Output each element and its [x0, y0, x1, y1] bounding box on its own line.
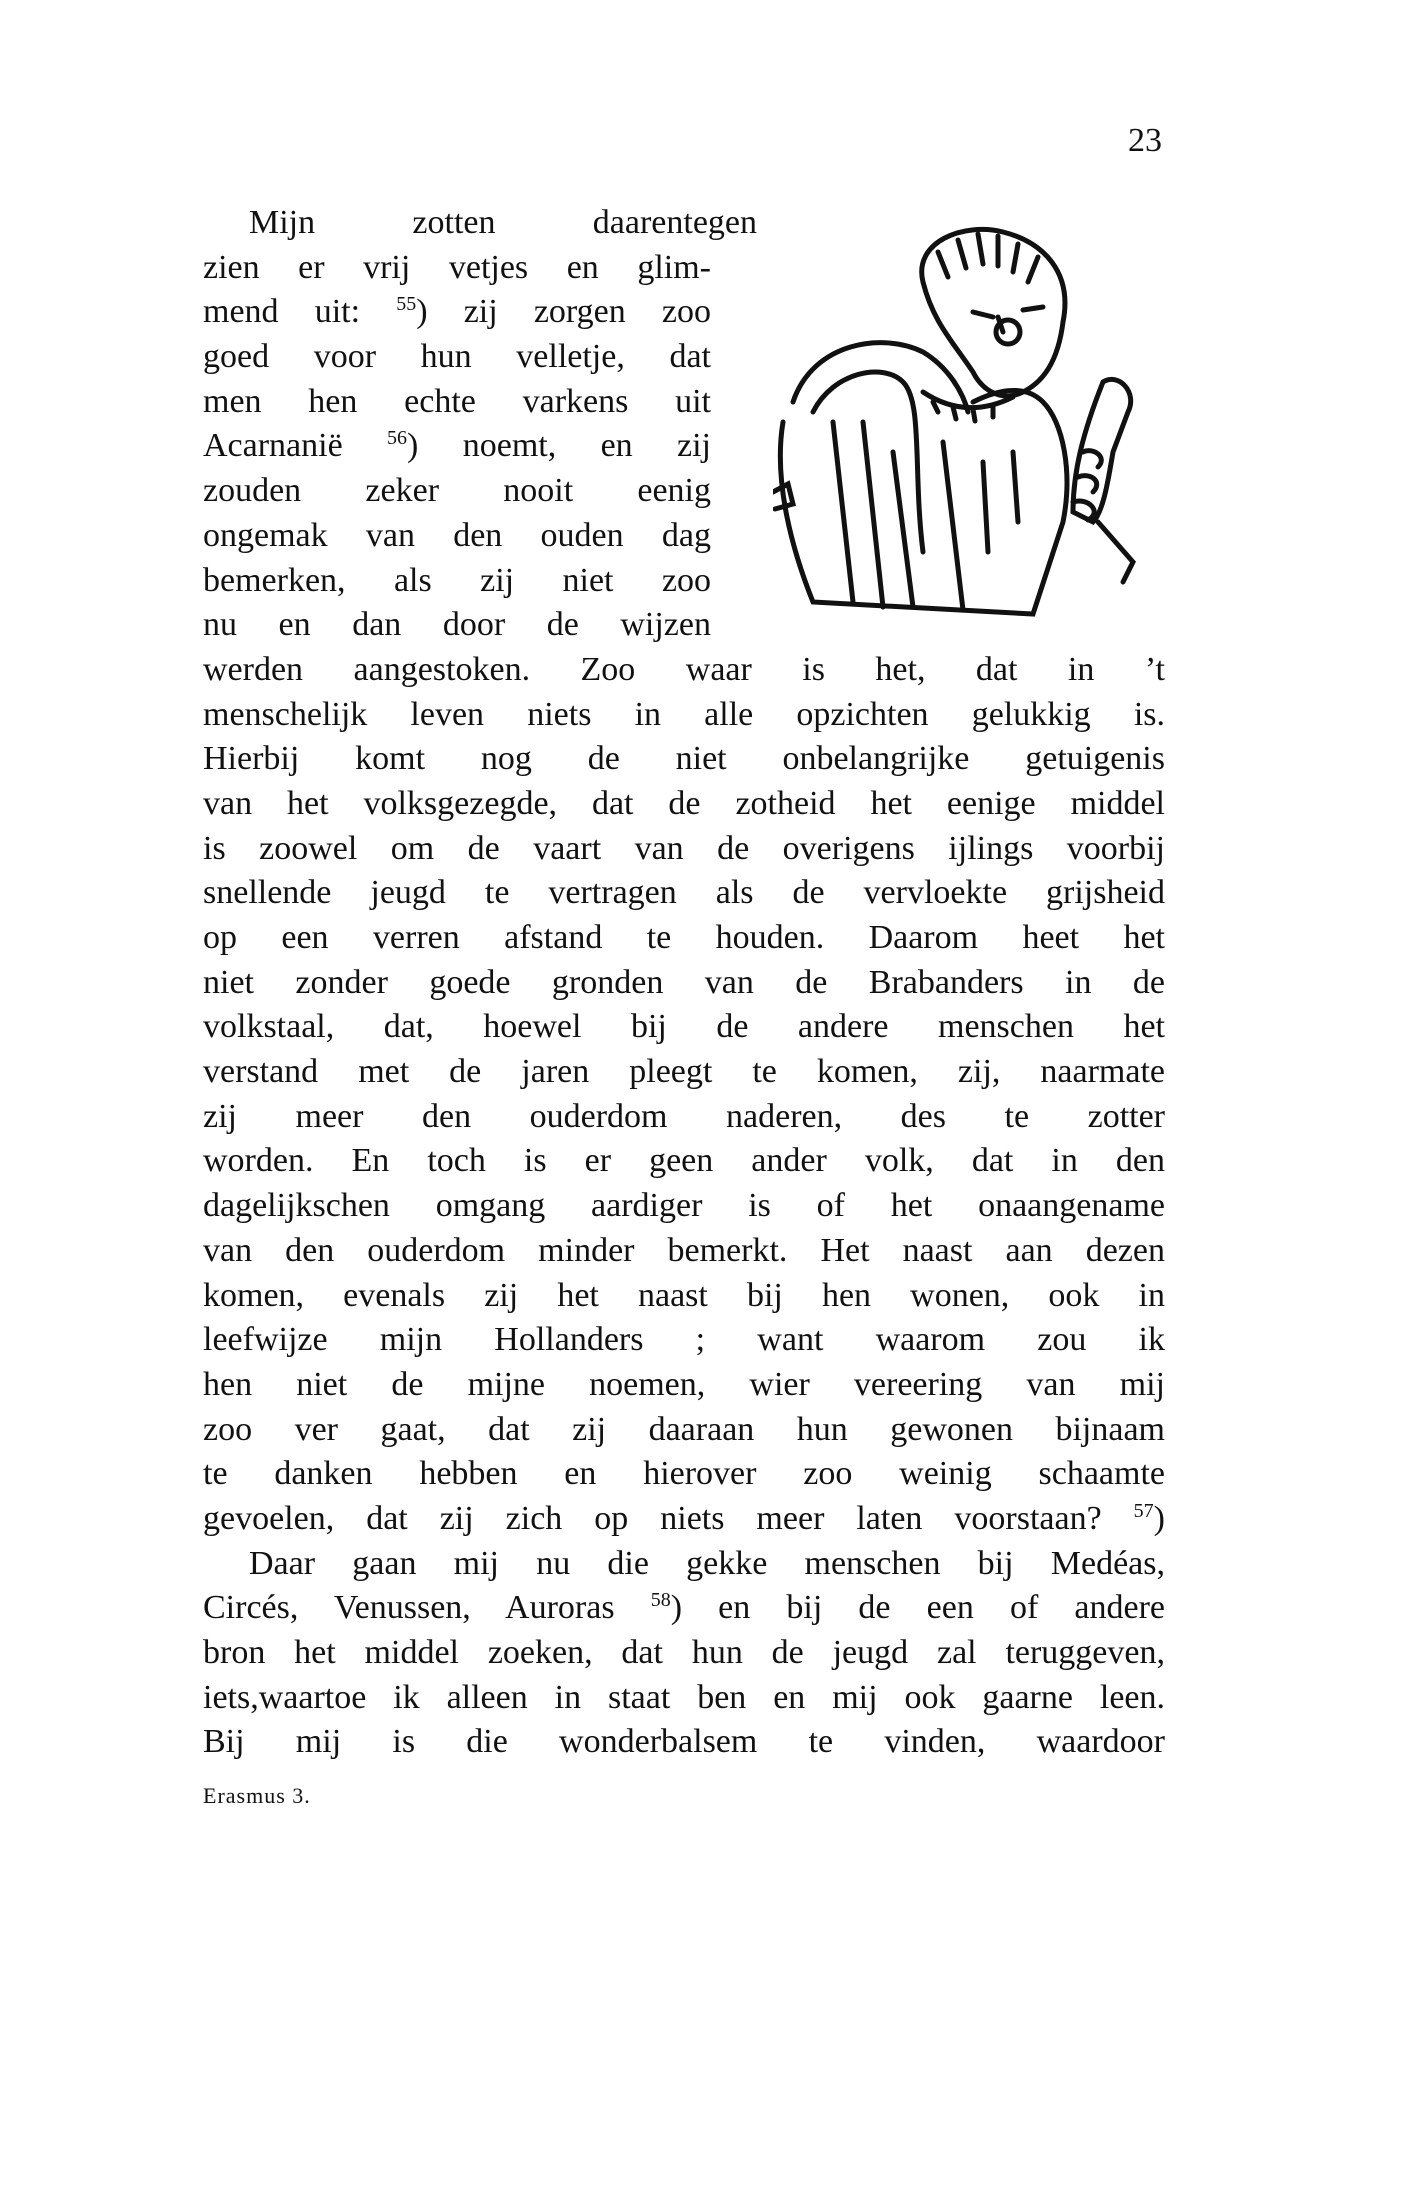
text-segment: ) en bij de een of andere: [670, 1589, 1165, 1627]
text-segment: men hen echte varkens uit: [203, 382, 711, 420]
text-segment: van den ouderdom minder bemerkt. Het naast aan dezen: [203, 1231, 1165, 1269]
text-line: [203, 1184, 1165, 1229]
text-segment: ) zij zorgen zoo: [416, 293, 711, 331]
woodcut-illustration-fool: [773, 222, 1153, 622]
text-segment: menschelijk leven niets in alle opzichten gelukkig is.: [203, 695, 1165, 733]
text-line: [203, 514, 711, 559]
text-segment: leefwijze mijn Hollanders ; want waarom zou ik: [203, 1321, 1165, 1359]
text-line: [203, 380, 711, 425]
text-segment: bron het middel zoeken, dat hun de jeugd zal teruggeven,: [203, 1634, 1165, 1671]
text-line: [203, 1363, 1165, 1408]
text-line: [203, 782, 1165, 827]
text-line: [203, 916, 1165, 961]
text-segment: bemerken, als zij niet zoo: [203, 561, 711, 599]
text-line: [203, 871, 1165, 916]
text-line: [203, 201, 757, 246]
text-segment: goed voor hun velletje, dat: [203, 338, 711, 376]
text-line: [203, 559, 711, 604]
text-segment: iets,waartoe ik alleen in staat ben en mij ook gaarne leen.: [203, 1678, 1165, 1716]
text-line: [203, 1229, 1165, 1274]
text-segment: zoo ver gaat, dat zij daaraan hun gewonen bijnaam: [203, 1410, 1165, 1448]
text-line: [203, 290, 711, 335]
text-line: [203, 961, 1165, 1006]
text-line: [203, 827, 1165, 872]
footnote-marker: 57: [1133, 1499, 1154, 1522]
text-line: [203, 1497, 1165, 1542]
text-segment: werden aangestoken. Zoo waar is het, dat in ’t: [203, 650, 1165, 688]
text-line: [203, 1586, 1165, 1631]
text-segment: Daar gaan mij nu die gekke menschen bij Medéas,: [249, 1544, 1165, 1582]
text-line: [203, 1408, 1165, 1453]
text-line: [203, 1720, 1165, 1765]
text-segment: verstand met de jaren pleegt te komen, zij, naarmate: [203, 1053, 1165, 1091]
footnote-marker: 56: [387, 427, 408, 450]
text-segment: komen, evenals zij het naast bij hen wonen, ook in: [203, 1276, 1165, 1314]
text-line: [203, 603, 711, 648]
text-segment: worden. En toch is er geen ander volk, dat in den: [203, 1142, 1165, 1180]
text-line: [203, 1005, 1165, 1050]
text-segment: zij meer den ouderdom naderen, des te zotter: [203, 1097, 1165, 1135]
text-segment: nu en dan door de wijzen: [203, 606, 711, 644]
text-segment: hen niet de mijne noemen, wier vereering van mij: [203, 1365, 1165, 1403]
text-segment: volkstaal, dat, hoewel bij de andere menschen het: [203, 1008, 1165, 1046]
text-segment: Bij mij is die wonderbalsem te vinden, waardoor: [203, 1723, 1165, 1761]
text-line: [203, 1139, 1165, 1184]
page-number: 23: [1128, 122, 1162, 159]
text-segment: gevoelen, dat zij zich op niets meer laten voorstaan?: [203, 1499, 1134, 1537]
text-line: [203, 693, 1165, 738]
footer-signature: Erasmus 3.: [203, 1783, 311, 1808]
text-segment: zien er vrij vetjes en glim-: [203, 248, 711, 286]
text-line: [203, 1318, 1165, 1363]
text-segment: ongemak van den ouden dag: [203, 516, 711, 554]
text-line: [203, 424, 711, 469]
text-line: [203, 1050, 1165, 1095]
text-line: [203, 648, 1165, 693]
text-segment: Acarnanië: [203, 427, 388, 465]
text-segment: ) noemt, en zij: [407, 427, 711, 465]
text-line: [203, 1676, 1165, 1721]
text-segment: ): [1153, 1499, 1165, 1537]
text-line: [203, 1542, 1165, 1587]
text-line: [203, 335, 711, 380]
text-segment: Hierbij komt nog de niet onbelangrijke getuigenis: [203, 740, 1165, 778]
text-segment: Mijn zotten daarentegen: [249, 204, 757, 241]
text-line: [203, 1274, 1165, 1319]
text-line: [203, 1452, 1165, 1497]
text-segment: is zoowel om de vaart van de overigens ijlings voorbij: [203, 829, 1165, 867]
text-line: [203, 1631, 1165, 1676]
text-segment: op een verren afstand te houden. Daarom heet het: [203, 919, 1165, 956]
text-segment: van het volksgezegde, dat de zotheid het eenige middel: [203, 784, 1165, 822]
text-line: [203, 469, 711, 514]
text-line: [203, 737, 1165, 782]
text-segment: mend uit:: [203, 293, 397, 331]
footnote-marker: 58: [650, 1589, 671, 1612]
text-segment: dagelijkschen omgang aardiger is of het onaangename: [203, 1187, 1165, 1225]
text-segment: snellende jeugd te vertragen als de vervloekte grijsheid: [203, 874, 1165, 912]
text-line: [203, 1095, 1165, 1140]
text-line: [203, 246, 711, 291]
text-segment: te danken hebben en hierover zoo weinig schaamte: [203, 1455, 1165, 1493]
footnote-marker: 55: [396, 293, 417, 316]
text-segment: Circés, Venussen, Auroras: [203, 1589, 651, 1627]
text-segment: niet zonder goede gronden van de Brabanders in de: [203, 963, 1165, 1001]
text-segment: zouden zeker nooit eenig: [203, 472, 711, 510]
